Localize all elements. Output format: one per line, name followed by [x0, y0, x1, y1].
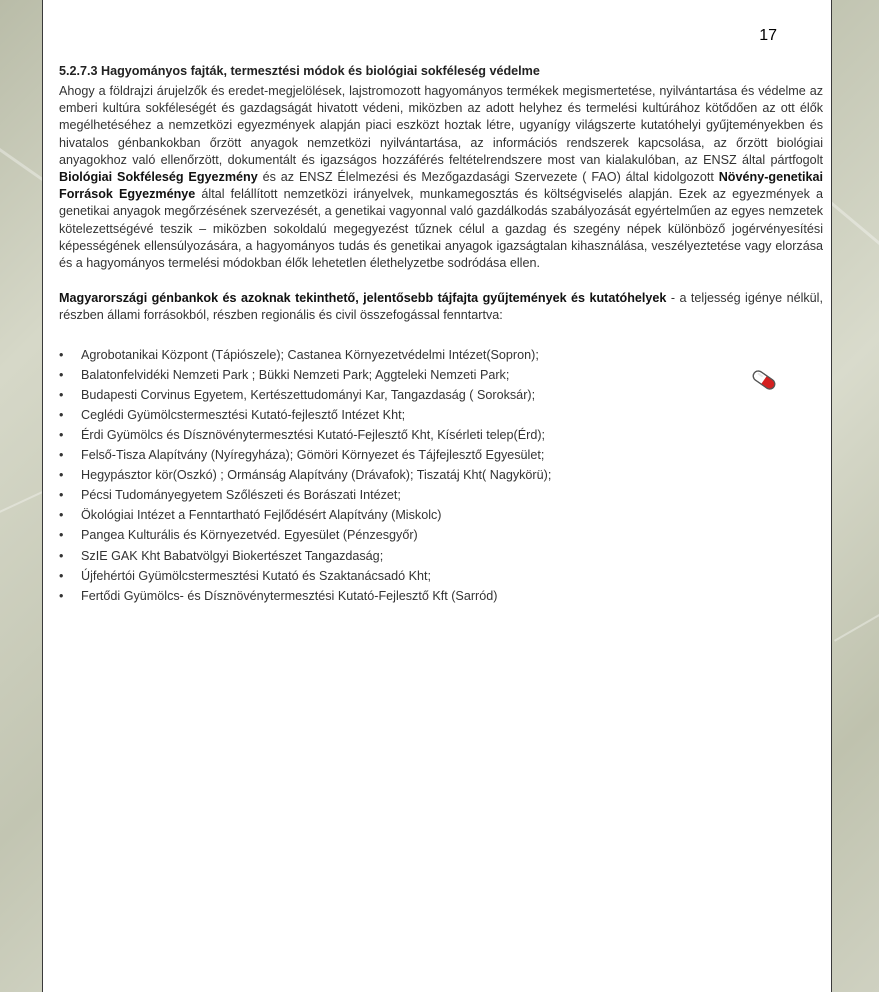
institution-list [59, 345, 823, 606]
bullet: • [59, 568, 64, 583]
list-item-text: SzIE GAK Kht Babatvölgyi Biokertészet Tangazdaság; [81, 548, 384, 563]
bullet: • [59, 367, 64, 382]
page-number: 17 [759, 27, 777, 44]
bullet: • [59, 508, 64, 523]
list-item-text: Agrobotanikai Központ (Tápiószele); Castanea Környezetvédelmi Intézet(Sopron); [81, 347, 539, 362]
list-item [59, 365, 823, 385]
list-item [59, 566, 823, 586]
bullet: • [59, 528, 64, 543]
list-item-text: Hegypásztor kör(Oszkó) ; Ormánság Alapítvány (Drávafok); Tiszatáj Kht( Nagykörü); [81, 468, 552, 483]
list-item [59, 345, 823, 365]
genebank-intro [59, 290, 823, 324]
paragraph-text: és az ENSZ Élelmezési és Mezőgazdasági Szervezete ( FAO) által kidolgozott [257, 170, 719, 185]
convention-name: Biológiai Sokféleség Egyezmény [59, 170, 258, 185]
list-item [59, 546, 823, 566]
genebank-intro-rest: - a teljesség igénye nélkül, részben állami forrásokból, részben regionális és civil összefogással fenntartva: [59, 291, 823, 323]
bullet: • [59, 548, 64, 563]
bullet: • [59, 407, 64, 422]
list-item [59, 586, 823, 606]
section-heading: 5.2.7.3 Hagyományos fajták, termesztési módok és biológiai sokféleség védelme [59, 64, 540, 78]
list-item-text: Balatonfelvidéki Nemzeti Park ; Bükki Nemzeti Park; Aggteleki Nemzeti Park; [81, 367, 510, 382]
bullet: • [59, 448, 64, 463]
bullet: • [59, 428, 64, 443]
list-item-text: Felső-Tisza Alapítvány (Nyíregyháza); Gömöri Környezet és Tájfejlesztő Egyesület; [81, 448, 545, 463]
list-item [59, 385, 823, 405]
list-item-text: Budapesti Corvinus Egyetem, Kertészettudományi Kar, Tangazdaság ( Soroksár); [81, 387, 536, 402]
document-page [42, 0, 832, 992]
convention-name: Növény-genetikai Források Egyezménye [59, 170, 823, 202]
list-item [59, 445, 823, 465]
paragraph-text: Ahogy a földrajzi árujelzők és eredet-megjelölések, lajstromozott hagyományos termékek megismertetése, nyilvántartása és védelme az emberi kultúra sokféleségét és gazdagságát hivatott védeni, miközben az adott helyhez és termelési kultúrához kötődően az ott élők megélhetéséhez a nemzetközi egyezmények alapján piaci eszközt hoztak létre, ugyanígy világszerte kutatóhelyi gyűjteményekben és hivatalos génbankokban őrzött anyagok nemzetközi nyilvántartása, az információs rendszerek kapcsolása, az őrzött biológiai anyagokhoz való ellenőrzött, dokumentált és igazságos hozzáférés feltételrendszere most van kialakulóban, az ENSZ által pártfogolt [59, 84, 823, 167]
paragraph-text: által felállított nemzetközi irányelvek, munkamegosztás és költségviselés alapján. Ezek az egyezmények a genetikai anyagok megőrzésének szervezését, a genetikai vagyonnal való gazdálkodás szabályozását egyértelműen az egyes nemzetek kötelezettségévé teszik – miközben sokoldalú megegyezést tűznek célul a gazdag és szegény népek különböző jogérvényesítési képességének ellensúlyozására, a hagyományos tudás és genetikai anyagok igazságtalan kihasználása, veszélyeztetése vagy elorzása és a hagyományos termelési módokban élők lehetetlen élethelyzetbe sodródása ellen. [59, 187, 823, 271]
list-item-text: Pécsi Tudományegyetem Szőlészeti és Borászati Intézet; [81, 488, 401, 503]
list-item-text: Fertődi Gyümölcs- és Dísznövénytermesztési Kutató-Fejlesztő Kft (Sarród) [81, 588, 498, 603]
body-paragraph [59, 83, 823, 272]
bullet: • [59, 488, 64, 503]
pill-icon [749, 370, 779, 390]
bullet: • [59, 387, 64, 402]
genebank-intro-lead: Magyarországi génbankok és azoknak tekinthető, jelentősebb tájfajta gyűjtemények és kutatóhelyek [59, 291, 667, 306]
list-item [59, 405, 823, 425]
list-item [59, 425, 823, 445]
list-item [59, 465, 823, 485]
background-streak [834, 580, 879, 642]
list-item-text: Ökológiai Intézet a Fenntartható Fejlődésért Alapítvány (Miskolc) [81, 508, 442, 523]
list-item-text: Érdi Gyümölcs és Dísznövénytermesztési Kutató-Fejlesztő Kht, Kísérleti telep(Érd); [81, 428, 546, 443]
list-item [59, 485, 823, 505]
bullet: • [59, 347, 64, 362]
list-item-text: Ceglédi Gyümölcstermesztési Kutató-fejlesztő Intézet Kht; [81, 407, 406, 422]
bullet: • [59, 588, 64, 603]
bullet: • [59, 468, 64, 483]
page-content [59, 63, 823, 606]
list-item-text: Pangea Kulturális és Környezetvéd. Egyesület (Pénzesgyőr) [81, 528, 418, 543]
background-streak [828, 200, 879, 279]
list-item [59, 505, 823, 525]
list-item-text: Újfehértói Gyümölcstermesztési Kutató és Szaktanácsadó Kht; [81, 568, 431, 583]
list-item [59, 525, 823, 545]
